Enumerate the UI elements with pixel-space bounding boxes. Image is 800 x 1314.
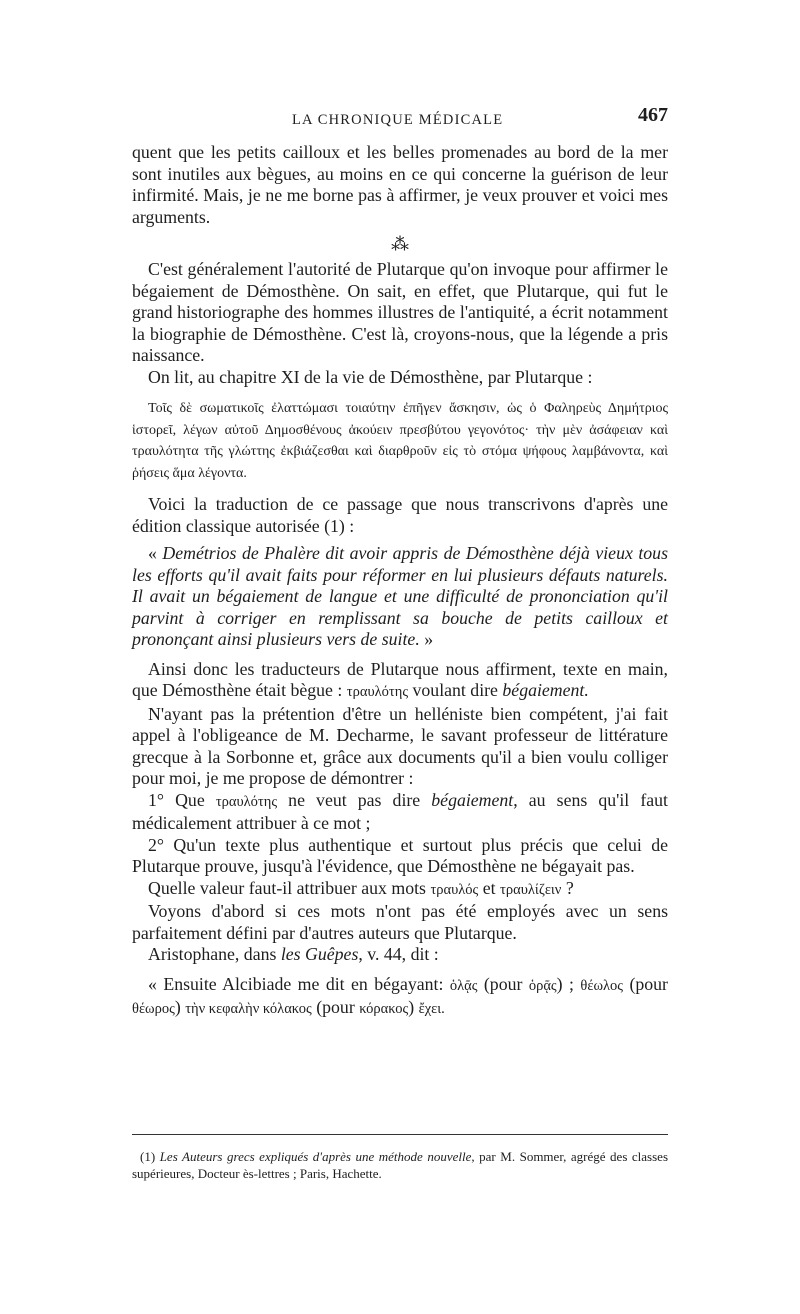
quote-open: « (148, 543, 163, 563)
footnote-book-title: Les Auteurs grecs expliqués d'après une méthode nouvelle (159, 1149, 472, 1164)
footnote-marker: (1) (140, 1149, 160, 1164)
paragraph (132, 974, 668, 1021)
text-span: ne veut pas dire (277, 789, 432, 810)
footnote-rule (132, 1134, 668, 1135)
emphasis: bégaiement (431, 789, 514, 810)
paragraph: C'est généralement l'autorité de Plutarque qu'on invoque pour affirmer le bégaiement de Démosthène. On sait, en effet, que Plutarque, qui fut le grand historiographe des hommes illustres de l'antiquité, a écrit notamment la biographie de Démosthène. C'est là, croyons-nous, que la légende a pris naissance. (132, 259, 668, 365)
greek-word: τὴν κεφαλὴν κόλακος (185, 1001, 312, 1017)
emphasis: bégaiement. (502, 680, 589, 700)
text-span: , v. 44, dit : (358, 944, 439, 964)
paragraph (132, 659, 668, 704)
text-span: (pour (623, 973, 668, 994)
emphasis: les Guêpes (280, 944, 359, 964)
paragraph: 2° Qu'un texte plus authentique et surtout plus précis que celui de Plutarque prouve, jusqu'à l'évidence, que Démosthène ne bégayait pas. (132, 834, 668, 876)
text-span: voulant dire (408, 680, 503, 700)
text-span: ) (174, 997, 186, 1017)
greek-word: τραυλός (430, 881, 479, 898)
quote-text: Demétrios de Phalère dit avoir appris de Démosthène déjà vieux tous les efforts qu'il avait faits pour réformer en lui plusieurs défauts naturels. Il avait un bégaiement de langue et une difficulté de prononciation qu'il parvint à corriger en remplissant sa bouche de petits cailloux et prononçant ainsi plusieurs vers de suite. (132, 543, 668, 649)
page-header (132, 104, 668, 134)
paragraph (132, 878, 668, 902)
body-text (132, 142, 668, 1021)
text-span: Quelle valeur faut-il attribuer aux mots (148, 877, 431, 898)
translation-quote (132, 543, 668, 651)
greek-word: τραυλότης (346, 684, 409, 700)
greek-word: θέωλος (580, 977, 624, 994)
text-span: 1° Que (148, 789, 216, 810)
text-span: , au sens qu'il faut médicalement attribuer à ce mot ; (132, 789, 668, 833)
paragraph: quent que les petits cailloux et les belles promenades au bord de la mer sont inutiles aux bègues, au moins en ce qui concerne la guérison de leur infirmité. Mais, je ne me borne pas à affirmer, je veux prouver et voici mes arguments. (132, 142, 668, 227)
text-span: et (478, 877, 501, 898)
paragraph: On lit, au chapitre XI de la vie de Démosthène, par Plutarque : (148, 366, 593, 387)
greek-word: ἔχει. (418, 1001, 445, 1017)
paragraph: Voici la traduction de ce passage que nous transcrivons d'après une édition classique autorisée (1) : (132, 494, 668, 536)
paragraph: Voyons d'abord si ces mots n'ont pas été employés avec un sens parfaitement défini par d'autres auteurs que Plutarque. (132, 901, 668, 943)
text-span: « Ensuite Alcibiade me dit en bégayant: (148, 973, 450, 994)
text-span: (pour (311, 997, 360, 1017)
greek-word: θέωρος (132, 1001, 175, 1017)
quote-close: » (419, 629, 434, 649)
footnote-details: , par M. Sommer, agrégé des classes supérieures, Docteur ès-lettres ; Paris, Hachette. (132, 1149, 668, 1181)
paragraph (132, 944, 668, 966)
greek-quotation: Τοῖς δὲ σωματικοῖς ἐλαττώμασι τοιαύτην ἐπῆγεν ἄσκησιν, ὡς ὁ Φαληρεὺς Δημήτριος ἱστορεῖ, λέγων αὐτοῦ Δημοσθένους ἀκούειν πρεσβύτου γεγονότος· τὴν μὲν ἀσάφειαν καὶ τραυλότητα τῆς γλώττης ἐκβιάζεσθαι καὶ διαρθροῦν εἰς τὸ στόμα ψήφους λαμβάνοντα, καὶ ῥήσεις ἅμα λέγοντα. (132, 401, 668, 481)
footnote-text (132, 1148, 668, 1182)
text-span: (pour (477, 973, 529, 994)
greek-word: τραυλότης (215, 793, 278, 810)
text-span: Aristophane, dans (148, 944, 281, 964)
paragraph (132, 790, 668, 835)
greek-word: ὁλᾷς (449, 977, 478, 994)
text-span: ) ; (556, 973, 581, 994)
greek-word: τραυλίζειν (500, 881, 562, 898)
text-span: Ainsi donc les traducteurs de Plutarque nous affirment, texte en main, que Démosthène était bègue : (132, 658, 668, 700)
greek-word: κόρακος (359, 1001, 409, 1017)
footnote (132, 1148, 668, 1182)
paragraph: N'ayant pas la prétention d'être un helléniste bien compétent, j'ai fait appel à l'obligeance de M. Decharme, le savant professeur de littérature grecque à la Sorbonne et, grâce aux documents qu'il a bien voulu colliger pour moi, je me propose de démontrer : (132, 703, 668, 788)
text-span: ? (561, 877, 574, 898)
asterism: ⁂ (391, 234, 409, 254)
running-title: LA CHRONIQUE MÉDICALE (292, 112, 504, 128)
page-number: 467 (638, 104, 668, 126)
greek-word: ὁρᾷς (528, 977, 557, 994)
text-span: ) (408, 997, 419, 1017)
